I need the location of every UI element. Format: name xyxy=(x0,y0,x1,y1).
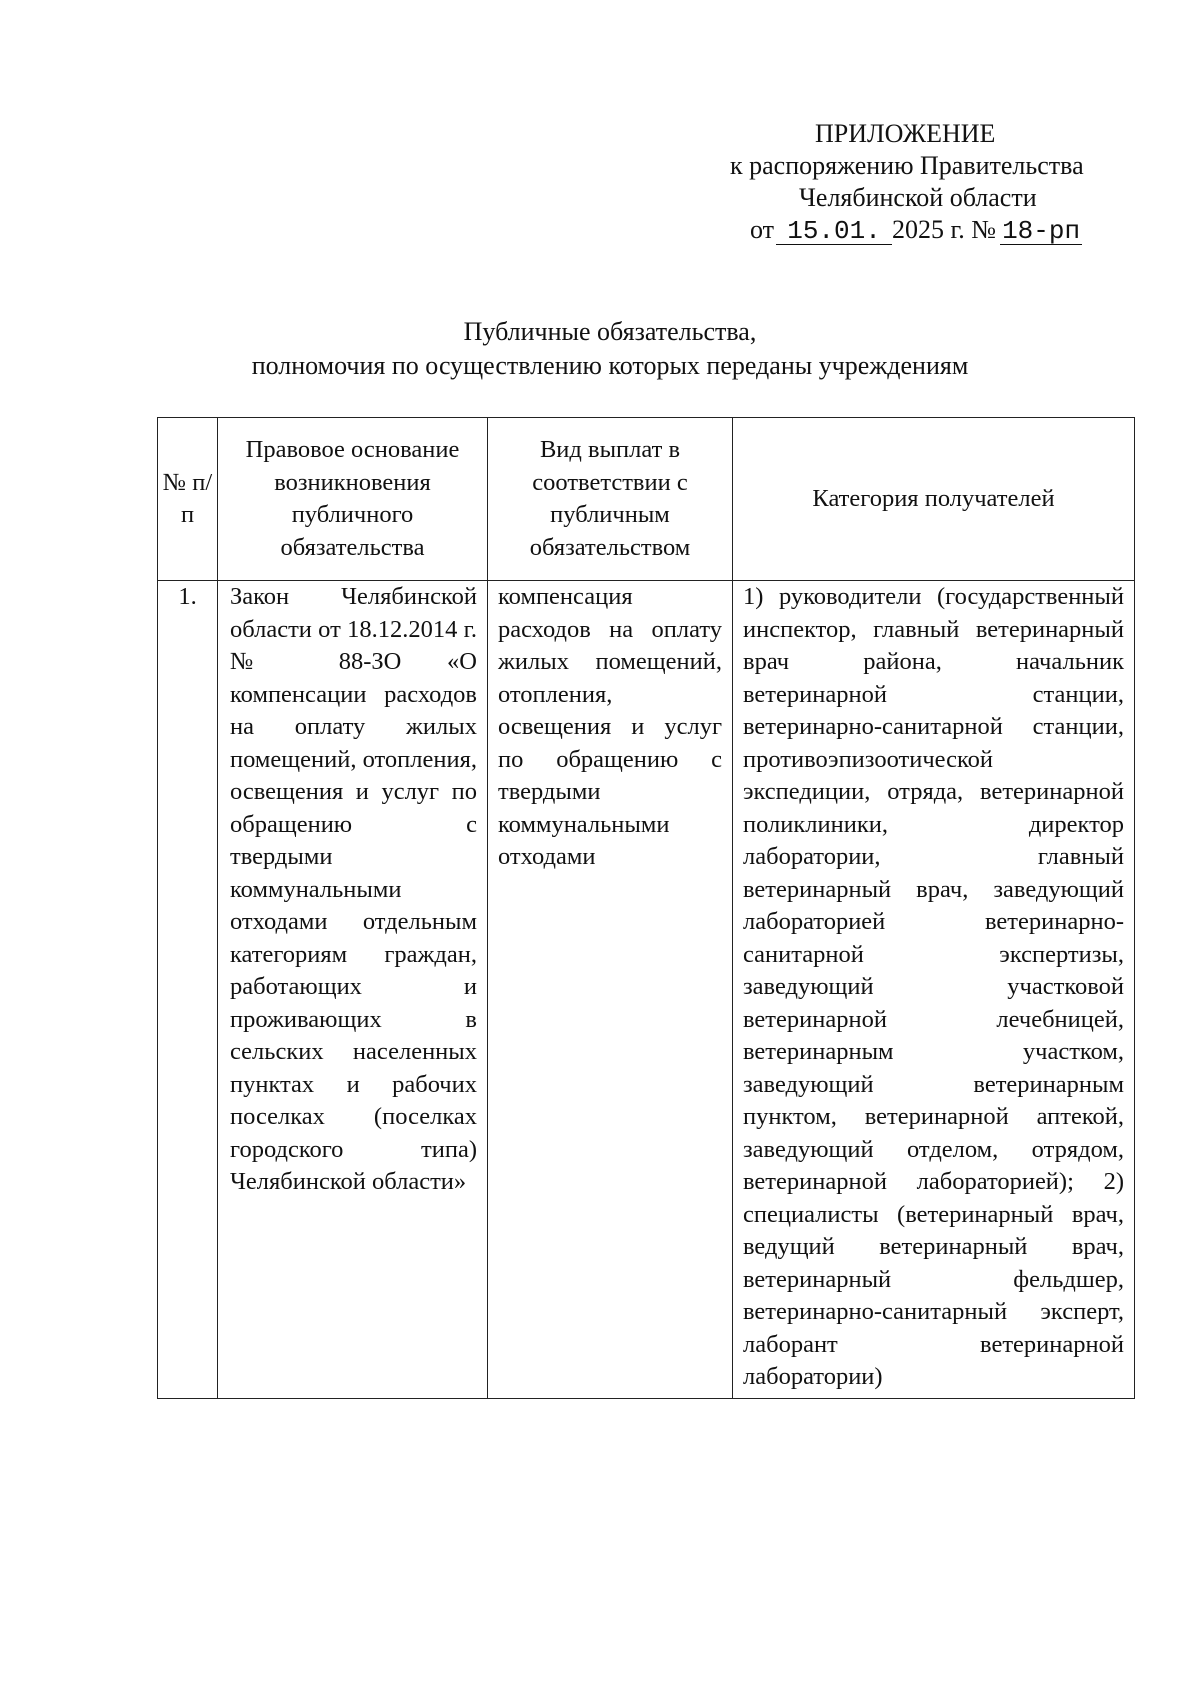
document-title-line2: полномочия по осуществлению которых переданы учреждениям xyxy=(251,351,969,380)
table-header-row xyxy=(158,418,1135,581)
appendix-title: ПРИЛОЖЕНИЕ xyxy=(815,119,996,148)
appendix-subtitle-line2: Челябинской области xyxy=(799,183,1037,212)
order-number: 18-рп xyxy=(1002,216,1081,246)
appendix-subtitle-line1: к распоряжению Правительства xyxy=(730,151,1084,180)
document-title-line1: Публичные обязательства, xyxy=(463,317,757,346)
header-number: № п/п xyxy=(158,418,218,581)
obligations-table xyxy=(157,417,1135,1399)
appendix-date-row xyxy=(750,214,1082,246)
date-year: 2025 г. № xyxy=(892,215,997,244)
header-recipients: Категория получателей xyxy=(733,418,1135,581)
date-value: 15.01. xyxy=(776,218,892,245)
row-recipients: 1) руководители (государственный инспектор, главный ветеринарный врач района, начальник ветеринарной станции, ветеринарно-санитарной станции, противоэпизоотической экспедиции, отряда, ветеринарной поликлиники, директор лаборатории, главный ветеринарный врач, заведующий лабораторией ветеринарно-санитарной экспертизы, заведующий участковой ветеринарной лечебницей, ветеринарным участком, заведующий ветеринарным пунктом, ветеринарной аптекой, заведующий отделом, отрядом, ветеринарной лабораторией); 2) специалисты (ветеринарный врач, ведущий ветеринарный врач, ветеринарный фельдшер, ветеринарно-санитарный эксперт, лаборант ветеринарной лаборатории) xyxy=(733,581,1135,1399)
header-legal-basis: Правовое основание возникновения публичного обязательства xyxy=(218,418,488,581)
row-legal-basis: Закон Челябинской области от 18.12.2014 г. № 88-ЗО «О компенсации расходов на оплату жилых помещений, отопления, освещения и услуг по обращению с твердыми коммунальными отходами отдельным категориям граждан, работающих и проживающих в сельских населенных пунктах и рабочих поселках (поселках городского типа) Челябинской области» xyxy=(218,581,488,1399)
row-payment-type: компенсация расходов на оплату жилых помещений, отопления, освещения и услуг по обращению с твердыми коммунальными отходами xyxy=(488,581,733,1399)
header-payment-type: Вид выплат в соответствии с публичным обязательством xyxy=(488,418,733,581)
table-row xyxy=(158,581,1135,1399)
row-number: 1. xyxy=(158,581,218,1399)
date-prefix: от xyxy=(750,215,775,244)
